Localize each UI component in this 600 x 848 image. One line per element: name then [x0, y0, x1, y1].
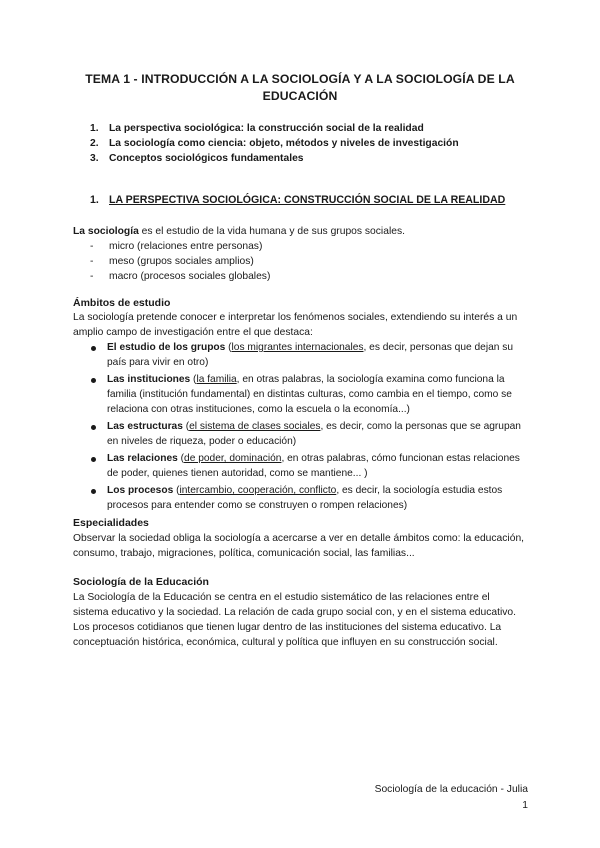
- section-number: 1.: [90, 194, 99, 206]
- list-item: - meso (grupos sociales amplios): [90, 256, 254, 267]
- list-item: [90, 340, 528, 370]
- item-text: , en otras palabras, cómo funcionan estas relaciones de poder, quienes tienen autoridad, como se mantiene... ): [107, 453, 520, 479]
- document-title: TEMA 1 - INTRODUCCIÓN A LA SOCIOLOGÍA Y A LA SOCIOLOGÍA DE LA EDUCACIÓN: [85, 72, 515, 103]
- list-item: - macro (procesos sociales globales): [90, 271, 271, 282]
- item-bold: Los procesos: [107, 485, 174, 496]
- item-bold: El estudio de los grupos: [107, 342, 226, 353]
- section-title: LA PERSPECTIVA SOCIOLÓGICA: CONSTRUCCIÓN SOCIAL DE LA REALIDAD: [109, 194, 506, 206]
- intro-text: es el estudio de la vida humana y de sus grupos sociales.: [138, 226, 405, 237]
- item-underlined: de poder, dominación: [184, 453, 282, 464]
- page-number: 1: [522, 800, 528, 811]
- toc-text: Conceptos sociológicos fundamentales: [109, 153, 304, 164]
- list-item: [90, 372, 528, 417]
- toc-number: 1.: [90, 123, 99, 134]
- list-item: [90, 483, 528, 513]
- item-underlined: el sistema de clases sociales: [189, 421, 321, 432]
- intro-bold-term: La sociología: [73, 226, 139, 237]
- toc-number: 2.: [90, 138, 99, 149]
- sociologia-educacion-text: La Sociología de la Educación se centra en el estudio sistemático de las relaciones entre el sistema educativo y la sociedad. La relación de cada grupo social con, y en el sistema educativo. Los procesos cotidianos que tienen lugar dentro de las instituciones del sistema educativo. La conceptuación histórica, económica, cultural y política que influyen en su construcción social.: [73, 592, 517, 648]
- item-text: (: [177, 453, 185, 464]
- ambitos-heading: Ámbitos de estudio: [73, 297, 171, 309]
- item-underlined: los migrantes internacionales: [231, 342, 364, 353]
- toc-number: 3.: [90, 153, 99, 164]
- toc-item: [90, 151, 550, 166]
- list-item: [90, 419, 528, 449]
- list-item: - micro (relaciones entre personas): [90, 241, 263, 252]
- ambitos-intro: La sociología pretende conocer e interpretar los fenómenos sociales, extendiendo su interés a un amplio campo de investigación entre el que destaca:: [73, 312, 518, 338]
- table-of-contents: [90, 121, 550, 166]
- bullet-icon: [91, 457, 96, 462]
- toc-text: La perspectiva sociológica: la construcción social de la realidad: [109, 123, 424, 134]
- item-text: (: [190, 374, 197, 385]
- toc-item: [90, 121, 550, 136]
- sociology-levels-list: [90, 239, 270, 284]
- toc-item: [90, 136, 550, 151]
- especialidades-text: Observar la sociedad obliga la sociología a acercarse a ver en detalle ámbitos como: la educación, consumo, trabajo, migraciones, política, comunicación social, las familias...: [73, 533, 525, 559]
- item-text: (: [182, 421, 190, 432]
- list-item-text: meso (grupos sociales amplios): [109, 256, 254, 267]
- item-bold: Las estructuras: [107, 421, 183, 432]
- intro-paragraph: [73, 224, 528, 239]
- bullet-icon: [91, 425, 96, 430]
- item-text: , es decir, personas que dejan su país para vivir en otro): [107, 342, 514, 368]
- list-item-text: micro (relaciones entre personas): [109, 241, 263, 252]
- list-item-text: macro (procesos sociales globales): [109, 271, 271, 282]
- bullet-icon: [91, 378, 96, 383]
- ambitos-list: [90, 340, 528, 515]
- sociologia-educacion-heading: Sociología de la Educación: [73, 576, 209, 588]
- item-underlined: la familia: [196, 374, 237, 385]
- bullet-icon: [91, 489, 96, 494]
- item-text: , en otras palabras, la sociología examina como funciona la familia (institución fundamental) en distintas culturas, como cambia en el tiempo, como se relaciona con otras instituciones, como la escuela o la economía...): [107, 374, 512, 415]
- toc-text: La sociología como ciencia: objeto, métodos y niveles de investigación: [109, 138, 459, 149]
- item-text: (: [225, 342, 232, 353]
- item-text: , es decir, la sociología estudia estos procesos para entender como se construyen o rompen relaciones): [107, 485, 503, 511]
- item-text: (: [173, 485, 180, 496]
- list-item: [90, 451, 528, 481]
- item-underlined: intercambio, cooperación, conflicto: [179, 485, 337, 496]
- item-text: , es decir, como la personas que se agrupan en niveles de riqueza, poder o educación): [107, 421, 521, 447]
- section-heading: [90, 193, 505, 208]
- item-bold: Las relaciones: [107, 453, 178, 464]
- item-bold: Las instituciones: [107, 374, 191, 385]
- especialidades-heading: Especialidades: [73, 517, 149, 529]
- page-footer: Sociología de la educación - Julia: [374, 784, 528, 795]
- bullet-icon: [91, 346, 96, 351]
